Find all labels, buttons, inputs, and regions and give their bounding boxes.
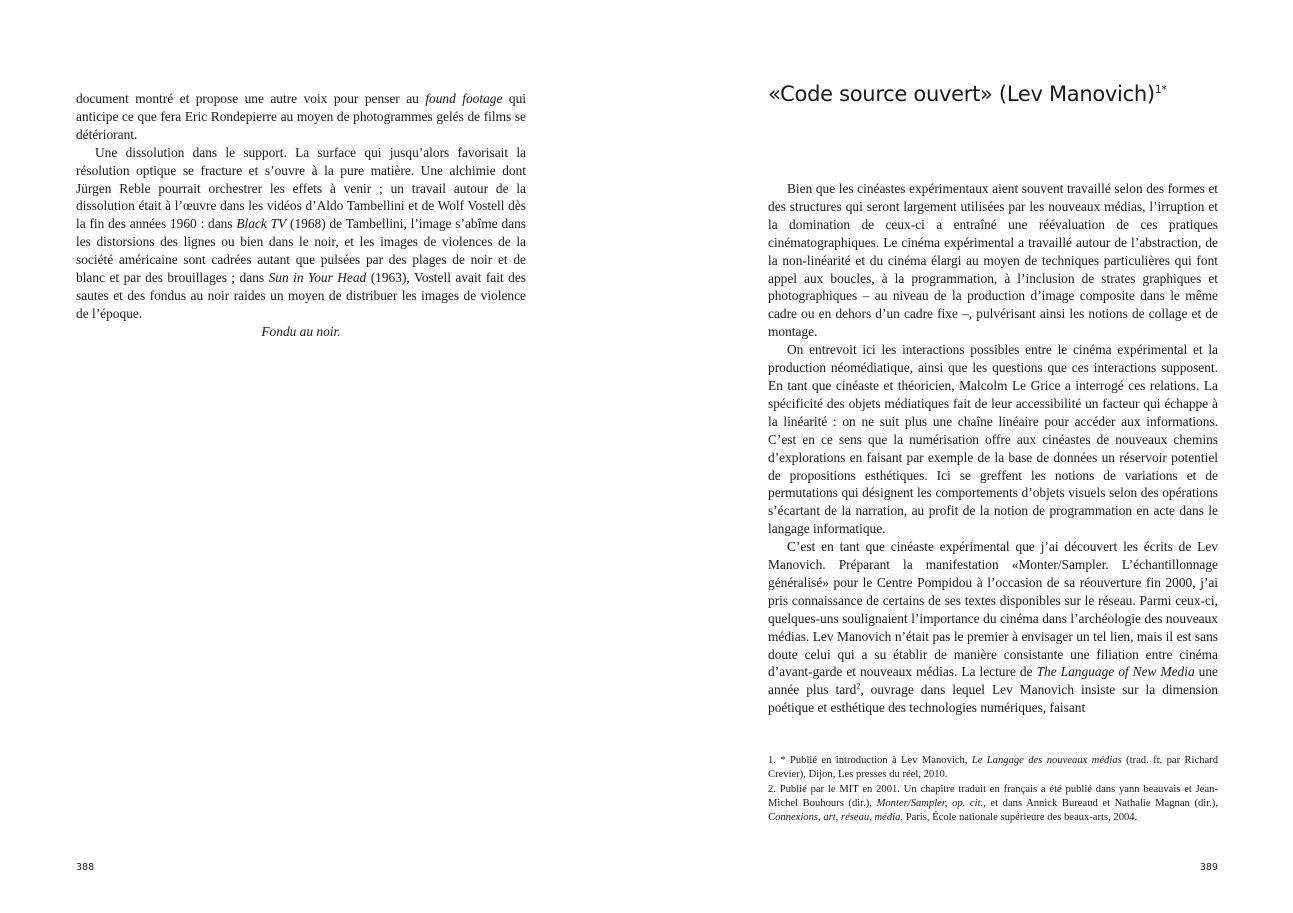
text-run: On entrevoit ici les interactions possibles entre le cinéma expérimental et la production néomédiatique, ainsi que les questions que ces interactions supposent. En tant que cinéaste et théoricien, Malcolm Le Grice a interrogé ces relations. La spécificité des objets médiatiques fait de leur accessibilité un facteur qui échappe à la linéarité : on ne suit plus une chaîne linéaire pour accéder aux informations. C’est en ce sens que la numérisation offre aux cinéastes de nouveaux chemins d’explorations en faisant par exemple de la base de données un réservoir potentiel de propositions esthétiques. Ici se greffent les notions de variations et de permutations qui désignent les comportements d’objets visuels selon des opérations s’écartant de la narration, au profit de la notion de programmation en acte dans le langage informatique. bbox=[768, 342, 1218, 537]
italic-run: Sun in Your Head bbox=[268, 270, 367, 286]
italic-run: The Language of New Media bbox=[1036, 664, 1195, 680]
chapter-title bbox=[768, 82, 1167, 106]
text-run: (1963), Vostell avait fait des sautes et des fondus au noir raides un moyen de distribuer les images de violence de l’époque. bbox=[76, 270, 526, 321]
text-run: 2. Publié par le MIT en 2001. Un chapitre traduit en français a été publié dans yann beauvais et Jean-Michel Bouhours (dir.), bbox=[768, 783, 1218, 809]
text-run: Une dissolution dans le support. La surface qui jusqu’alors favorisait la résolution optique se fracture et s’ouvre à la pure matière. Une alchimie dont Jürgen Reble pourrait orchestrer les effets à venir ; un travail autour de la dissolution était à l’œuvre dans les vidéos d’Aldo Tambellini et de Wolf Vostell dès la fin des années 1960 : dans bbox=[76, 144, 526, 232]
italic-run: Monter/Sampler, op. cit. bbox=[876, 797, 984, 809]
chapter-title-note: 1* bbox=[1154, 83, 1167, 96]
italic-run: Black TV bbox=[236, 216, 287, 232]
left-paragraph-2 bbox=[76, 144, 526, 323]
text-run: (1968) de Tambellini, l’image s’abîme dans les distorsions des lignes ou bien dans le noir, et les images de violences de la société américaine sont cadrées autant que pulsées par des plages de noir et de blanc et par des brouillages ; dans bbox=[76, 216, 526, 286]
right-page-body bbox=[768, 180, 1218, 717]
footnote-ref: 2 bbox=[856, 681, 861, 691]
italic-run: Le Langage des nouveaux médias bbox=[971, 755, 1122, 766]
text-run: une année plus tard bbox=[768, 664, 1218, 698]
italic-run: found footage bbox=[425, 91, 503, 106]
text-run: Bien que les cinéastes expérimentaux aient souvent travaillé selon des formes et des structures qui seront largement utilisées par les nouveaux médias, l’irruption et la domination de ceux-ci a entraîné une réévaluation de ces pratiques cinématographiques. Le cinéma expérimental a travaillé autour de l’abstraction, de la non-linéarité et du cinéma élargi au moyen de techniques particulières qui font appel aux boucles, à la programmation, à l’inclusion de strates graphiques et photographiques – au niveau de la production d’image composite dans le même cadre ou en dehors d’un cadre fixe –, pulvérisant ainsi les notions de collage et de montage. bbox=[768, 181, 1218, 340]
right-paragraph-3 bbox=[768, 538, 1218, 717]
footnotes bbox=[768, 754, 1218, 825]
text-run: qui anticipe ce que fera Eric Rondepierre au moyen de photogrammes gelés de films se détériorant. bbox=[76, 91, 526, 142]
left-paragraph-1 bbox=[76, 90, 526, 144]
text-run: C’est en tant que cinéaste expérimental que j’ai découvert les écrits de Lev Manovich. Préparant la manifestation «Monter/Sampler. L’échantillonnage généralisé» pour le Centre Pompidou à l’occasion de sa réouverture fin 2000, j’ai pris connaissance de certains de ses textes disponibles sur le réseau. Parmi ceux-ci, quelques-uns soulignaient l’importance du cinéma dans l’archéologie des nouveaux médias. Lev Manovich n’était pas le premier à envisager un tel lien, mais il est sans doute celui qui a su établir de manière consistante une filiation entre cinéma d’avant-garde et nouveaux médias. La lecture de bbox=[768, 539, 1218, 680]
text-run: , ouvrage dans lequel Lev Manovich insiste sur la dimension poétique et esthétique des technologies numériques, faisant bbox=[768, 682, 1218, 716]
italic-run: Connexions, art, réseau, média bbox=[768, 812, 901, 824]
left-page bbox=[76, 0, 526, 913]
footnote-2 bbox=[768, 783, 1218, 826]
right-paragraph-2 bbox=[768, 341, 1218, 538]
left-page-body bbox=[76, 90, 526, 341]
page-number-right: 389 bbox=[1199, 862, 1218, 873]
page-number-left: 388 bbox=[76, 862, 95, 873]
text-run: , Paris, École nationale supérieure des beaux-arts, 2004. bbox=[900, 812, 1138, 824]
text-run: 1. * Publié en introduction à Lev Manovich, bbox=[768, 755, 972, 766]
text-run: document montré et propose une autre voix pour penser au bbox=[76, 91, 426, 106]
right-page bbox=[768, 0, 1218, 913]
footnote-1 bbox=[768, 754, 1218, 783]
closing-line: Fondu au noir. bbox=[261, 323, 341, 339]
text-run: (trad. fr. par Richard Crevier), Dijon, Les presses du réel, 2010. bbox=[768, 755, 1219, 781]
chapter-title-text: «Code source ouvert» (Lev Manovich) bbox=[768, 82, 1155, 106]
text-run: , et dans Annick Bureaud et Nathalie Magnan (dir.), bbox=[983, 797, 1218, 809]
right-paragraph-1 bbox=[768, 180, 1218, 341]
